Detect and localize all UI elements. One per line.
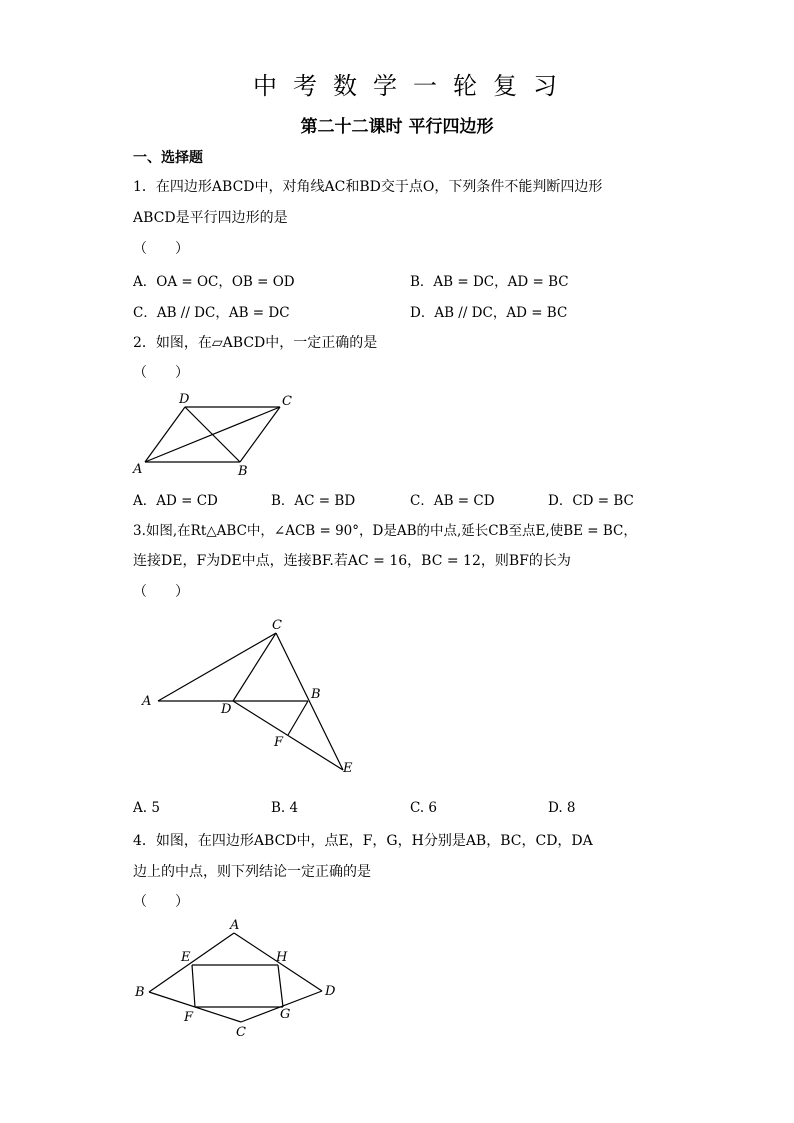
q3-label-d: D [221, 702, 232, 717]
q4-label-f: F [184, 1010, 194, 1025]
q3-segment-bf [288, 701, 308, 735]
q3-option-b: B. 4 [271, 800, 299, 816]
q2-stem: 2．如图，在▱ABCD中，一定正确的是 [133, 335, 378, 351]
q2-label-a: A [133, 462, 143, 477]
q3-segment-ac [158, 633, 276, 701]
q3-option-a: A. 5 [133, 800, 160, 816]
section-heading: 一、选择题 [133, 150, 203, 166]
q4-side-ab [149, 933, 234, 992]
q4-stem-line1: 4．如图，在四边形ABCD中，点E，F，G，H分别是AB，BC，CD，DA [133, 833, 593, 849]
q2-diagonal-bd [185, 407, 240, 462]
page-subtitle: 第二十二课时 平行四边形 [300, 117, 494, 137]
q2-option-b: B．AC = BD [271, 493, 356, 509]
q2-option-a: A．AD = CD [133, 493, 218, 509]
q4-segment-hg [278, 965, 283, 1007]
q2-label-b: B [238, 464, 248, 479]
q1-option-d: D．AB // DC，AD = BC [410, 305, 568, 321]
q3-triangle-figure [135, 615, 370, 780]
q4-label-d: D [325, 984, 336, 999]
q1-stem-line2: ABCD是平行四边形的是 [133, 210, 288, 226]
q2-parallelogram-figure [130, 390, 310, 482]
q3-option-c: C. 6 [410, 800, 438, 816]
q3-label-f: F [274, 735, 284, 750]
q1-option-a: A．OA = OC，OB = OD [133, 274, 295, 290]
q2-option-d: D．CD = BC [548, 493, 634, 509]
q1-option-b: B．AB = DC，AD = BC [410, 274, 569, 290]
q3-label-b: B [311, 687, 321, 702]
q3-stem-line1: 3.如图,在Rt△ABC中，∠ACB = 90°，D是AB的中点,延长CB至点E,使BE = BC， [133, 523, 637, 539]
q4-label-h: H [276, 950, 288, 965]
q4-label-a: A [230, 918, 240, 933]
q2-label-c: C [282, 394, 292, 409]
q3-label-e: E [343, 761, 353, 776]
q4-label-e: E [181, 950, 191, 965]
q3-answer-paren: （ ） [133, 584, 189, 600]
q3-label-a: A [142, 694, 152, 709]
q3-segment-cd [233, 633, 276, 701]
q4-segment-fe [192, 965, 195, 1007]
q4-label-c: C [236, 1025, 246, 1040]
q4-label-g: G [280, 1007, 291, 1022]
q2-label-d: D [179, 392, 190, 407]
q2-answer-paren: （ ） [133, 365, 189, 381]
q3-option-d: D. 8 [548, 800, 576, 816]
page-title: 中考数学一轮复习 [253, 72, 573, 100]
q1-option-c: C．AB // DC，AB = DC [133, 305, 290, 321]
q3-stem-line2: 连接DE，F为DE中点，连接BF.若AC = 16，BC = 12，则BF的长为 [133, 553, 571, 569]
q4-stem-line2: 边上的中点，则下列结论一定正确的是 [133, 864, 371, 880]
q3-label-c: C [272, 618, 282, 633]
q1-stem-line1: 1．在四边形ABCD中，对角线AC和BD交于点O，下列条件不能判断四边形 [133, 179, 603, 195]
q4-answer-paren: （ ） [133, 894, 189, 910]
q2-option-c: C．AB = CD [410, 493, 495, 509]
q4-quadrilateral-figure [130, 915, 345, 1045]
q4-label-b: B [135, 985, 145, 1000]
q1-answer-paren: （ ） [133, 241, 189, 257]
